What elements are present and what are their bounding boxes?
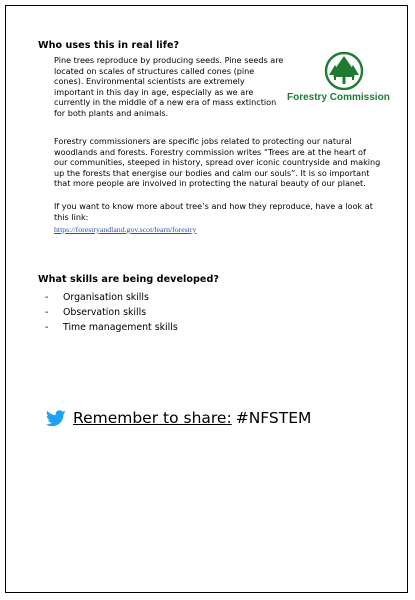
trees-icon [323, 52, 365, 90]
share-hashtag: #NFSTEM [235, 409, 312, 427]
list-dash: - [45, 307, 49, 318]
paragraph-forestry-commissioners [54, 136, 394, 189]
paragraph-line: Pine trees reproduce by producing seeds. Pine seeds are [54, 55, 284, 65]
skills-list [45, 290, 178, 335]
paragraph-learn-more [54, 201, 394, 222]
paragraph-line: If you want to know more about tree’s and how they reproduce, have a look at [54, 201, 373, 211]
paragraph-line: up the forests that energise our bodies and calm our souls”. It is so important [54, 167, 370, 178]
twitter-icon [46, 410, 66, 427]
list-dash: - [45, 292, 49, 303]
paragraph-line: this link: [54, 211, 89, 222]
list-item [45, 320, 178, 335]
list-dash: - [45, 322, 49, 333]
skill-label: Observation skills [63, 307, 147, 318]
paragraph-line: for both plants and animals. [54, 107, 169, 118]
paragraph-line: cones). Environmental scientists are extremely [54, 76, 245, 87]
paragraph-line: woodlands and forests. Forestry commission writes “Trees are at the heart of [54, 146, 366, 157]
paragraph-line: Forestry commissioners are specific jobs related to protecting our natural [54, 136, 352, 146]
section-heading-skills: What skills are being developed? [38, 274, 219, 285]
list-item [45, 305, 178, 320]
paragraph-pine-seeds [54, 55, 286, 119]
share-label: Remember to share: [73, 409, 232, 427]
logo-text: Forestry Commission [287, 92, 390, 103]
share-callout [46, 404, 311, 432]
paragraph-line: important in this day in age, especially as we are [54, 86, 254, 97]
forestry-commission-logo [287, 52, 403, 104]
skill-label: Organisation skills [63, 292, 149, 303]
paragraph-line: that more people are involved in protecting the natural beauty of our planet. [54, 178, 366, 189]
section-heading-real-life: Who uses this in real life? [38, 40, 180, 51]
paragraph-line: currently in the middle of a new era of mass extinction [54, 97, 277, 108]
paragraph-line: our communities, steeped in history, spread over iconic countryside and making [54, 157, 381, 168]
paragraph-line: located on scales of structures called cones (pine [54, 65, 255, 76]
list-item [45, 290, 178, 305]
skill-label: Time management skills [63, 322, 178, 333]
forestry-link[interactable]: https://forestryandland.gov.scot/learn/forestry [54, 225, 197, 234]
